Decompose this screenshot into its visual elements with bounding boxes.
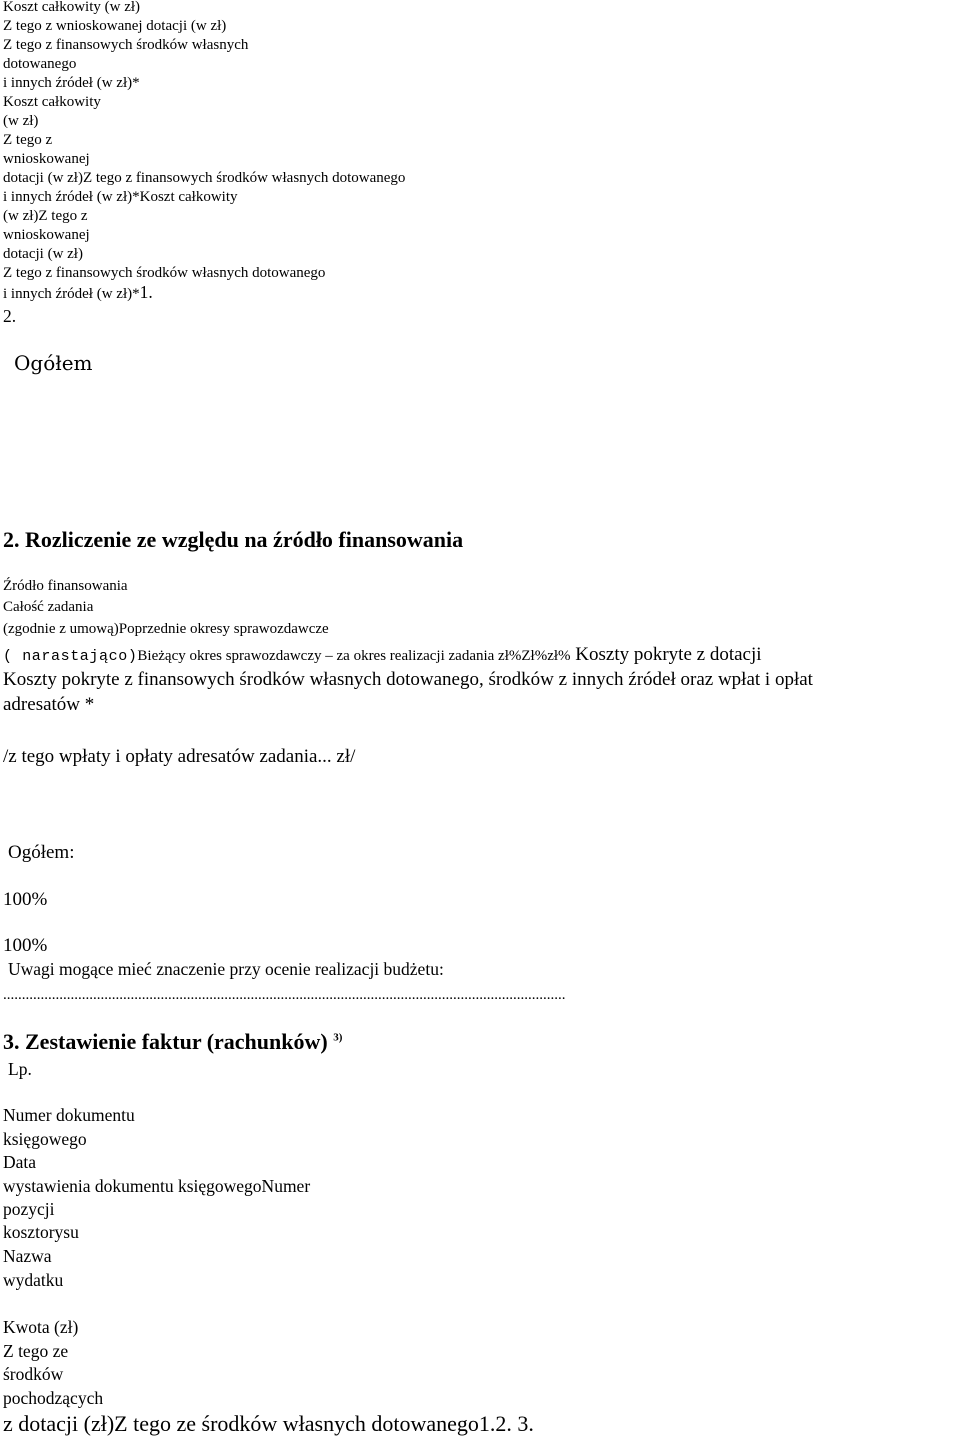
top-line: Z tego z wnioskowanej dotacji (w zł)	[3, 18, 227, 34]
section-heading	[3, 1031, 342, 1053]
remarks-label: Uwagi mogące mieć znaczenie przy ocenie realizacji budżetu:	[8, 959, 444, 979]
top-line: Z tego z finansowych środków własnych	[3, 37, 249, 53]
column-header: Data	[3, 1152, 37, 1172]
top-line-text: i innych źródeł (w zł)*	[3, 286, 140, 302]
column-header: pozycji	[3, 1199, 55, 1219]
fees-line: /z tego wpłaty i opłaty adresatów zadania... zł/	[3, 746, 356, 767]
column-header: Nazwa	[3, 1246, 52, 1266]
total-label: Ogółem	[14, 351, 93, 375]
section-heading: 2. Rozliczenie ze względu na źródło finansowania	[3, 527, 464, 552]
column-header: (zgodnie z umową)Poprzednie okresy sprawozdawcze	[3, 621, 329, 637]
row-number: 1.	[139, 282, 153, 302]
column-header: Całość zadania	[3, 599, 94, 615]
column-header: Koszty pokryte z dotacji	[570, 644, 762, 665]
column-header: adresatów *	[3, 694, 95, 715]
footnote-ref: 3)	[333, 1031, 343, 1044]
column-header: wydatku	[3, 1270, 64, 1290]
top-line: i innych źródeł (w zł)*	[3, 75, 140, 91]
period-label: Bieżący okres sprawozdawczy – za okres realizacji zadania zł%Zł%zł%	[137, 648, 571, 664]
total-label: Ogółem:	[8, 842, 75, 863]
column-header: Numer dokumentu	[3, 1105, 135, 1125]
top-line: dotowanego	[3, 56, 77, 72]
column-header: Kwota (zł)	[3, 1317, 79, 1337]
percent-value: 100%	[3, 889, 48, 910]
top-line: Koszt całkowity (w zł)	[3, 0, 141, 15]
top-line: wnioskowanej	[3, 227, 90, 243]
column-header: Lp.	[8, 1059, 32, 1079]
top-line: wnioskowanej	[3, 151, 90, 167]
top-line: Z tego z finansowych środków własnych dotowanego	[3, 265, 326, 281]
column-header: z dotacji (zł)Z tego ze środków własnych dotowanego1.2. 3.	[3, 1411, 534, 1436]
section-heading-text: 3. Zestawienie faktur (rachunków)	[3, 1029, 328, 1054]
column-header: pochodzących	[3, 1388, 104, 1408]
top-line: (w zł)Z tego z	[3, 208, 88, 224]
column-header: środków	[3, 1364, 64, 1384]
column-header: Koszty pokryte z finansowych środków własnych dotowanego, środków z innych źródeł oraz wpłat i opłat	[3, 669, 813, 690]
top-line-last	[3, 284, 153, 302]
column-header: kosztorysu	[3, 1222, 79, 1242]
period-label: ( narastająco)	[3, 648, 138, 665]
top-line: dotacji (w zł)Z tego z finansowych środków własnych dotowanego	[3, 170, 406, 186]
column-header: wystawienia dokumentu księgowegoNumer	[3, 1176, 311, 1196]
column-header: Z tego ze	[3, 1341, 69, 1361]
top-line: dotacji (w zł)	[3, 246, 83, 262]
row-number: 2.	[3, 306, 17, 326]
top-line: Koszt całkowity	[3, 94, 101, 110]
column-header-line	[3, 645, 762, 664]
column-header: księgowego	[3, 1129, 87, 1149]
top-line: i innych źródeł (w zł)*Koszt całkowity	[3, 189, 238, 205]
column-header: Źródło finansowania	[3, 578, 128, 594]
remarks-dots: ......................................................................................................................................................	[3, 987, 566, 1003]
top-line: (w zł)	[3, 113, 39, 129]
top-line: Z tego z	[3, 132, 53, 148]
percent-value: 100%	[3, 935, 48, 956]
